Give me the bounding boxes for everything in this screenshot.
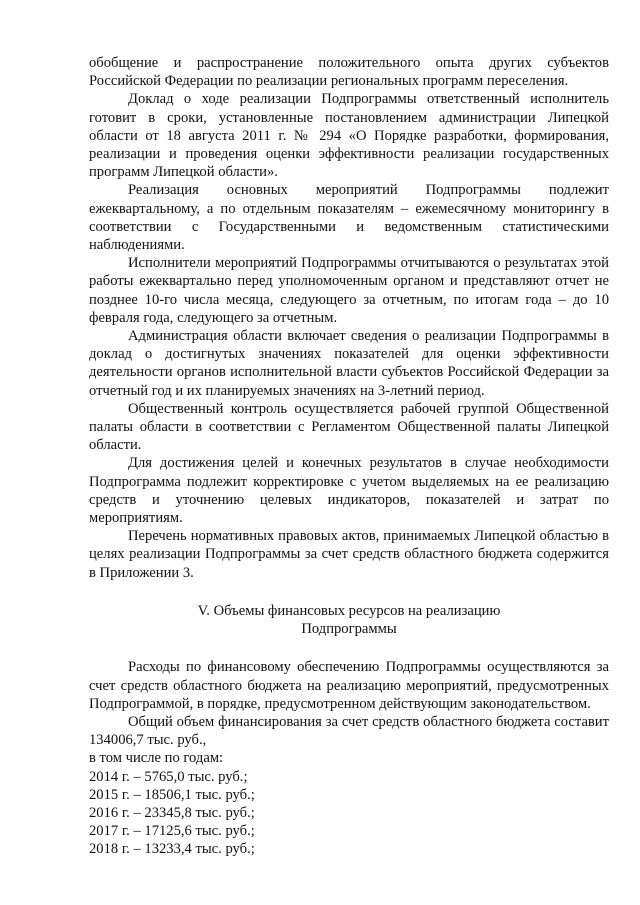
- year-funding-line: 2018 г. – 13233,4 тыс. руб.;: [89, 841, 255, 858]
- paragraph: Общественный контроль осуществляется рабочей группой Общественной палаты области в соответствии с Регламентом Общественной палаты Липецкой области.: [89, 400, 609, 454]
- by-years-intro: в том числе по годам:: [89, 750, 224, 767]
- paragraph: Перечень нормативных правовых актов, принимаемых Липецкой областью в целях реализации Подпрограммы за счет средств областного бюджета содержится в Приложении 3.: [89, 528, 609, 581]
- section-heading-line: Подпрограммы: [301, 621, 397, 638]
- section-heading-line: V. Объемы финансовых ресурсов на реализацию: [197, 602, 501, 619]
- paragraph: Доклад о ходе реализации Подпрограммы ответственный исполнитель готовит в сроки, установленные постановлением администрации Липецкой области от 18 августа 2011 г. № 294 «О Порядке разработки, формирования, реализации и проведения оценки эффективности реализации государственных программ Липецкой области».: [89, 91, 609, 181]
- year-funding-line: 2015 г. – 18506,1 тыс. руб.;: [89, 786, 255, 803]
- year-funding-line: 2016 г. – 23345,8 тыс. руб.;: [89, 804, 255, 821]
- year-funding-line: 2014 г. – 5765,0 тыс. руб.;: [89, 768, 248, 785]
- paragraph: Администрация области включает сведения о реализации Подпрограммы в доклад о достигнутых значениях показателей для оценки эффективности деятельности органов исполнительной власти субъектов Российской Федерации за отчетный год и их планируемых значениях на 3-летний период.: [89, 328, 609, 399]
- section-heading: [89, 602, 609, 638]
- paragraph: Реализация основных мероприятий Подпрограммы подлежит ежеквартальному, а по отдельным показателям – ежемесячному мониторингу в соответствии с Государственными и ведомственным статистическими наблюдениями.: [89, 182, 609, 254]
- paragraph: Для достижения целей и конечных результатов в случае необходимости Подпрограмма подлежит корректировке с учетом выделяемых на ее реализацию средств и уточнению целевых индикаторов, показателей и затрат по мероприятиям.: [89, 455, 609, 527]
- year-funding-line: 2017 г. – 17125,6 тыс. руб.;: [89, 823, 255, 840]
- paragraph: обобщение и распространение положительного опыта других субъектов Российской Федерации по реализации региональных программ переселения.: [89, 55, 609, 90]
- paragraph: Исполнители мероприятий Подпрограммы отчитываются о результатах этой работы ежеквартально перед уполномоченным органом и представляют отчет не позднее 10-го числа месяца, следующего за отчетным, по итогам года – до 10 февраля года, следующего за отчетным.: [89, 255, 609, 326]
- document-body: [89, 54, 609, 859]
- funding-by-years: [89, 749, 609, 858]
- paragraph: Расходы по финансовому обеспечению Подпрограммы осуществляются за счет средств областного бюджета на реализацию мероприятий, предусмотренных Подпрограммой, в порядке, предусмотренном действующим законодательством.: [89, 659, 609, 712]
- paragraph: Общий объем финансирования за счет средств областного бюджета составит 134006,7 тыс. руб.,: [89, 713, 609, 749]
